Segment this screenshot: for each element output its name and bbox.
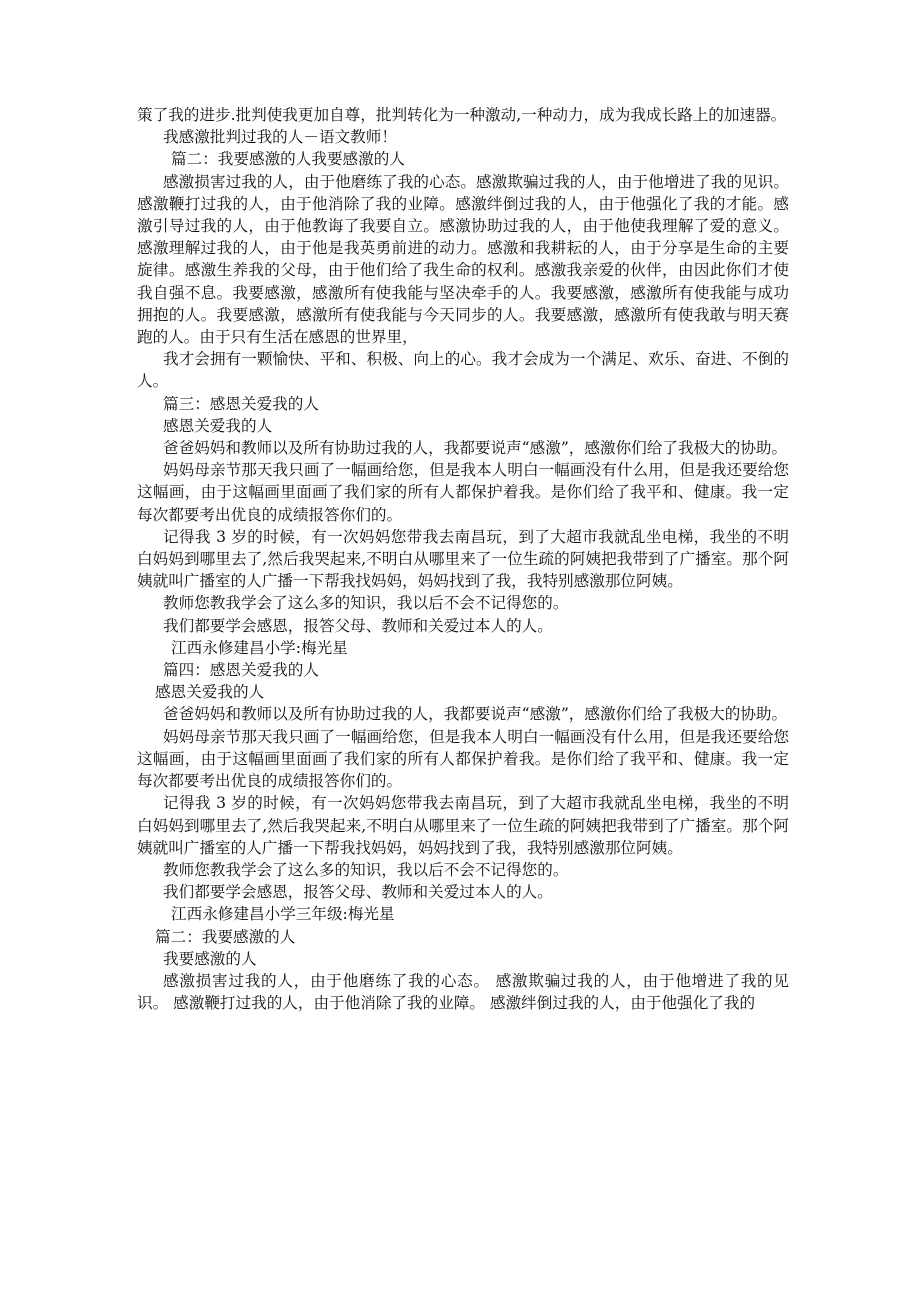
paragraph-5: 我才会拥有一颗愉快、平和、积极、向上的心。我才会成为一个满足、欢乐、奋进、不倒的人。 [137, 350, 789, 391]
paragraph-17: 妈妈母亲节那天我只画了一幅画给您，但是我本人明白一幅画没有什么用，但是我还要给您这幅画，由于这幅画里面画了我们家的所有人都保护着我。是你们给了我平和、健康。我一定每次都要考出优良的成绩报答你们的。 [137, 727, 789, 791]
paragraph-4: 感激损害过我的人，由于他磨练了我的心态。感激欺骗过我的人，由于他增进了我的见识。感激鞭打过我的人，由于他消除了我的业障。感激绊倒过我的人，由于他强化了我的才能。感激引导过我的人，由于他教诲了我要自立。感激协助过我的人，由于他使我理解了爱的意义。感激理解过我的人，由于他是我英勇前进的动力。感激和我耕耘的人，由于分享是生命的主要旋律。感激生养我的父母，由于他们给了我生命的权利。感激我亲爱的伙伴，由因此你们才使我自强不息。我要感激，感激所有使我能与坚决牵手的人。我要感激，感激所有使我能与成功拥抱的人。我要感激，感激所有使我能与今天同步的人。我要感激，感激所有使我敢与明天赛跑的人。由于只有生活在感恩的世界里， [137, 172, 789, 347]
paragraph-10: 记得我 3 岁的时候，有一次妈妈您带我去南昌玩，到了大超市我就乱坐电梯，我坐的不明白妈妈到哪里去了,然后我哭起来,不明白从哪里来了一位生疏的阿姨把我带到了广播室。那个阿姨就叫广播室的人广播一下帮我找妈妈，妈妈找到了我，我特别感激那位阿姨。 [137, 527, 789, 591]
paragraph-11: 教师您教我学会了这么多的知识，我以后不会不记得您的。 [163, 594, 569, 613]
paragraph-12: 我们都要学会感恩，报答父母、教师和关爱过本人的人。 [163, 616, 553, 635]
section-heading-2: 篇二：我要感激的人我要感激的人 [171, 150, 405, 169]
section-heading-2b: 篇二：我要感激的人 [155, 927, 296, 946]
paragraph-16: 爸爸妈妈和教师以及所有协助过我的人，我都要说声“感激”，感激你们给了我极大的协助。 [163, 705, 788, 724]
paragraph-8: 爸爸妈妈和教师以及所有协助过我的人，我都要说声“感激”，感激你们给了我极大的协助。 [163, 439, 788, 458]
paragraph-19: 教师您教我学会了这么多的知识，我以后不会不记得您的。 [163, 860, 569, 879]
paragraph-2: 我感激批判过我的人－语文教师！ [163, 128, 397, 147]
paragraph-20: 我们都要学会感恩，报答父母、教师和关爱过本人的人。 [163, 883, 553, 902]
paragraph-18: 记得我 3 岁的时候，有一次妈妈您带我去南昌玩，到了大超市我就乱坐电梯，我坐的不明白妈妈到哪里去了,然后我哭起来,不明白从哪里来了一位生疏的阿姨把我带到了广播室。那个阿姨就叫广播室的人广播一下帮我找妈妈，妈妈找到了我，我特别感激那位阿姨。 [137, 794, 789, 857]
paragraph-9: 妈妈母亲节那天我只画了一幅画给您，但是我本人明白一幅画没有什么用，但是我还要给您这幅画，由于这幅画里面画了我们家的所有人都保护着我。是你们给了我平和、健康。我一定每次都要考出优良的成绩报答你们的。 [137, 461, 789, 524]
subtitle-2b: 我要感激的人 [163, 949, 257, 968]
document-page [0, 104, 920, 1014]
paragraph-24: 感激损害过我的人，由于他磨练了我的心态。 感激欺骗过我的人，由于他增进了我的见识。 感激鞭打过我的人，由于他消除了我的业障。 感激绊倒过我的人，由于他强化了我的 [137, 971, 789, 1013]
author-line-3: 江西永修建昌小学:梅光星 [171, 638, 348, 657]
subtitle-3: 感恩关爱我的人 [163, 416, 273, 435]
section-heading-4: 篇四：感恩关爱我的人 [163, 661, 319, 680]
subtitle-4: 感恩关爱我的人 [155, 683, 265, 702]
paragraph-1: 策了我的进步.批判使我更加自尊，批判转化为一种激动,一种动力，成为我成长路上的加速器。 [137, 106, 787, 124]
section-heading-3: 篇三：感恩关爱我的人 [163, 394, 319, 413]
author-line-4: 江西永修建昌小学三年级:梅光星 [171, 905, 395, 924]
